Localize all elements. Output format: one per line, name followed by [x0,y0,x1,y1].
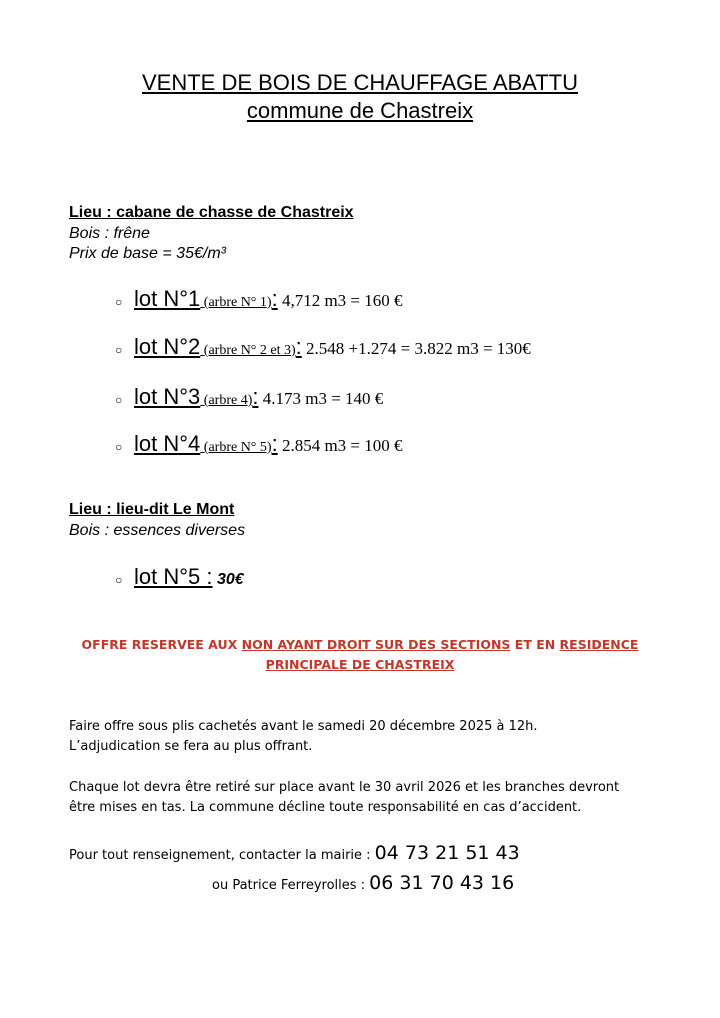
lot-item-1 [115,285,403,317]
bullet-icon: ○ [115,294,123,309]
lot-note: (arbre N° 2 et 3) [200,343,296,358]
lot-note: (arbre N° 5) [200,440,272,455]
site1-wood: Bois : frêne [69,225,150,242]
offer-text-underlined: PRINCIPALE DE CHASTREIX [265,657,455,672]
lot-value: 4,712 m3 = 160 € [277,291,403,310]
lot-note: (arbre 4) [200,393,253,408]
lot-name: lot N°2 [134,334,201,359]
lot-item-5 [115,563,244,594]
instruction-line: L’adjudication se fera au plus offrant. [69,739,313,754]
instructions-removal [69,778,659,818]
contact-person [212,873,612,896]
lot-value: 2.548 +1.274 = 3.822 m3 = 130€ [301,339,531,358]
lot-colon: : [252,384,259,409]
instruction-line: Faire offre sous plis cachetés avant le samedi 20 décembre 2025 à 12h. [69,719,538,734]
document-subtitle: commune de Chastreix [246,98,474,123]
lot-name: lot N°4 [134,431,201,456]
offer-text: OFFRE RESERVEE AUX [81,637,242,652]
instruction-line: être mises en tas. La commune décline toute responsabilité en cas d’accident. [69,800,582,815]
lot-name: lot N°3 [134,384,201,409]
lot-note: (arbre N° 1) [200,295,272,310]
offer-text: ET EN [510,637,560,652]
lot-value: 30€ [212,571,244,588]
site2-wood: Bois : essences diverses [69,522,246,539]
offer-text-underlined: NON AYANT DROIT SUR DES SECTIONS [241,637,511,652]
lot-item-4 [115,430,403,462]
instructions-deadline [69,717,659,757]
document-title: VENTE DE BOIS DE CHAUFFAGE ABATTU [141,70,578,95]
offer-text-underlined: RESIDENCE [559,637,639,652]
site1-price: Prix de base = 35€/m³ [69,245,226,262]
lot-name: lot N°1 [134,286,201,311]
contact-label: ou Patrice Ferreyrolles : [212,878,370,893]
site2-heading: Lieu : lieu-dit Le Mont [69,501,235,518]
lot-colon: : [271,431,278,456]
bullet-icon: ○ [115,342,123,357]
phone-number: 04 73 21 51 43 [374,842,520,864]
bullet-icon: ○ [115,572,123,587]
contact-label: Pour tout renseignement, contacter la mairie : [69,848,375,863]
site1-heading: Lieu : cabane de chasse de Chastreix [69,204,354,221]
lot-item-3 [115,383,383,415]
instruction-line: Chaque lot devra être retiré sur place avant le 30 avril 2026 et les branches devront [69,780,620,795]
contact-mairie [69,843,689,866]
bullet-icon: ○ [115,392,123,407]
lot-colon: : [295,334,302,359]
lot-value: 4.173 m3 = 140 € [258,389,384,408]
offer-notice [40,635,680,675]
lot-value: 2.854 m3 = 100 € [277,436,403,455]
lot-name: lot N°5 : [134,564,213,589]
bullet-icon: ○ [115,439,123,454]
phone-number: 06 31 70 43 16 [369,872,515,894]
lot-item-2 [115,333,531,365]
lot-colon: : [271,286,278,311]
